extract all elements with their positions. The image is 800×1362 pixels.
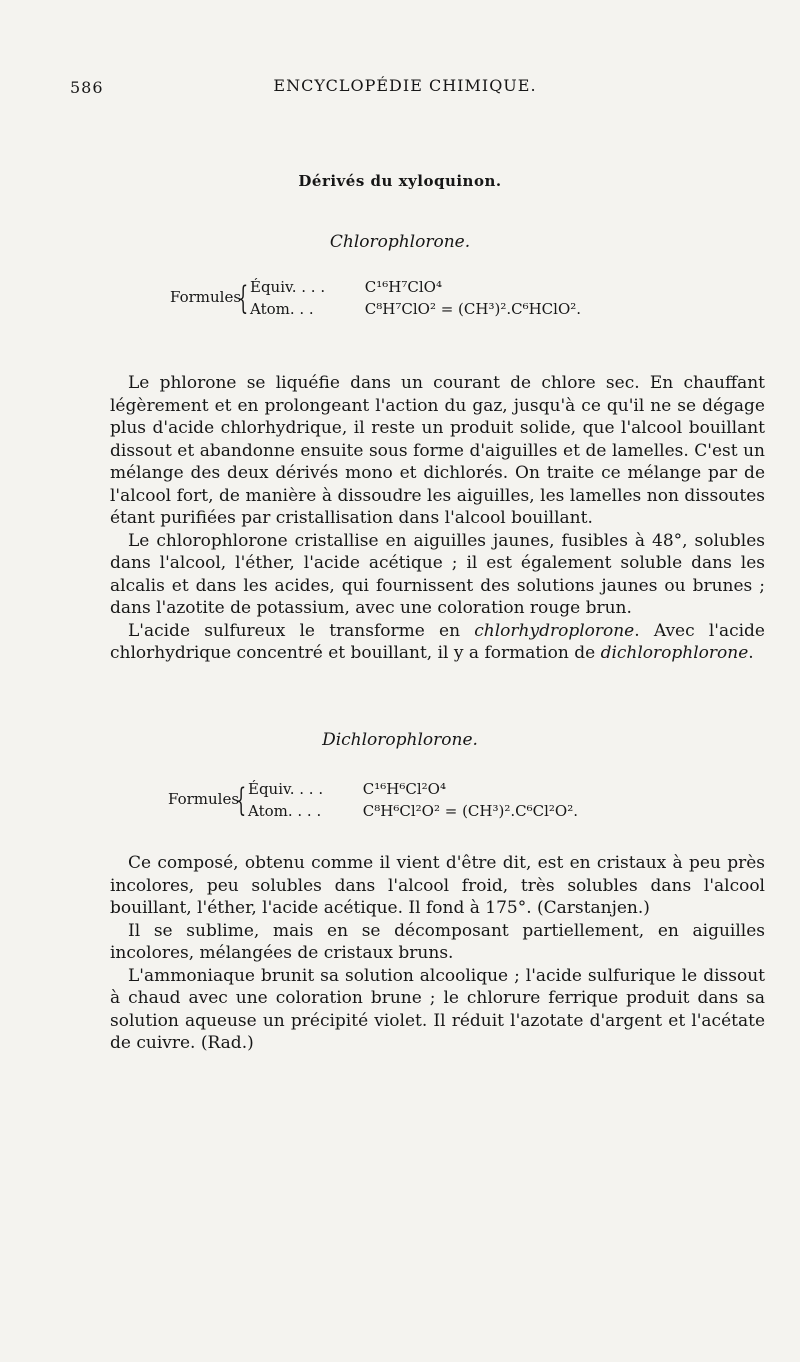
compound-title-chlorophlorone: Chlorophlorone. xyxy=(329,232,471,252)
paragraph: Le phlorone se liquéfie dans un courant de chlore sec. En chauffant légèrement et en prolongeant l'action du gaz, jusqu'à ce qu'il ne se dégage plus d'acide chlorhydrique, il reste un produit solide, que l'alcool bouillant dissout et abandonne ensuite sous forme d'aiguilles et de lamelles. C'est un mélange des deux dérivés mono et dichlorés. On traite ce mélange par de l'alcool fort, de manière à dissoudre les aiguilles, les lamelles non dissoutes étant purifiées par cristallisation dans l'alcool bouillant. xyxy=(110,373,765,528)
formulas-dichlorophlorone xyxy=(168,780,728,826)
formula-key: Équiv. . . . xyxy=(250,278,326,296)
formula-row-equiv xyxy=(250,278,442,296)
formula-key: Équiv. . . . xyxy=(248,780,324,798)
formula-value: C¹⁶H⁶Cl²O⁴ xyxy=(362,780,446,798)
formula-row-atom xyxy=(248,802,578,820)
formula-value: C⁸H⁷ClO² = (CH³)².C⁶HClO². xyxy=(364,300,582,318)
paragraph: L'acide sulfureux le transforme en chlorhydroplorone. Avec l'acide chlorhydrique concentré et bouillant, il y a formation de dichlorophlorone. xyxy=(110,620,765,663)
dichlorophlorone-text xyxy=(110,852,765,1055)
compound-title-dichlorophlorone: Dichlorophlorone. xyxy=(322,730,478,750)
paragraph: Le chlorophlorone cristallise en aiguilles jaunes, fusibles à 48°, solubles dans l'alcool, l'éther, l'acide acétique ; il est également soluble dans les alcalis et dans les acides, qui fournissent des solutions jaunes ou brunes ; dans l'azotite de potassium, avec une coloration rouge brun. xyxy=(110,530,765,618)
running-title: ENCYCLOPÉDIE CHIMIQUE. xyxy=(273,76,537,95)
formula-row-equiv xyxy=(248,780,446,798)
formulas-label: Formules xyxy=(170,288,242,306)
formulas-chlorophlorone xyxy=(170,278,730,324)
compound-name-italic: chlorhydroplorone xyxy=(474,620,635,641)
section-title: Dérivés du xyloquinon. xyxy=(298,172,502,190)
formula-row-atom xyxy=(250,300,581,318)
formulas-label: Formules xyxy=(168,790,240,808)
bleed-through-bottom xyxy=(110,1030,765,1250)
brace-symbol: { xyxy=(236,781,247,819)
formula-value: C⁸H⁶Cl²O² = (CH³)².C⁶Cl²O². xyxy=(362,802,578,820)
paragraph: Il se sublime, mais en se décomposant partiellement, en aiguilles incolores, mélangées de cristaux bruns. xyxy=(110,920,765,963)
formula-key: Atom. . . xyxy=(250,300,314,318)
compound-name-italic: dichlorophlorone xyxy=(600,643,749,663)
page-header xyxy=(70,78,740,102)
chlorophlorone-text xyxy=(110,372,765,665)
page-number: 586 xyxy=(70,78,104,97)
formula-key: Atom. . . . xyxy=(248,802,322,820)
brace-symbol: { xyxy=(238,279,249,317)
paragraph: Ce composé, obtenu comme il vient d'être dit, est en cristaux à peu près incolores, peu solubles dans l'alcool froid, très solubles dans l'alcool bouillant, l'éther, l'acide acétique. Il fond à 175°. (Carstanjen.) xyxy=(110,853,765,918)
paragraph: L'ammoniaque brunit sa solution alcoolique ; l'acide sulfurique le dissout à chaud avec une coloration brune ; le chlorure ferrique produit dans sa solution aqueuse un précipité violet. Il réduit l'azotate d'argent et l'acétate de cuivre. (Rad.) xyxy=(110,965,765,1053)
formula-value: C¹⁶H⁷ClO⁴ xyxy=(364,278,442,296)
